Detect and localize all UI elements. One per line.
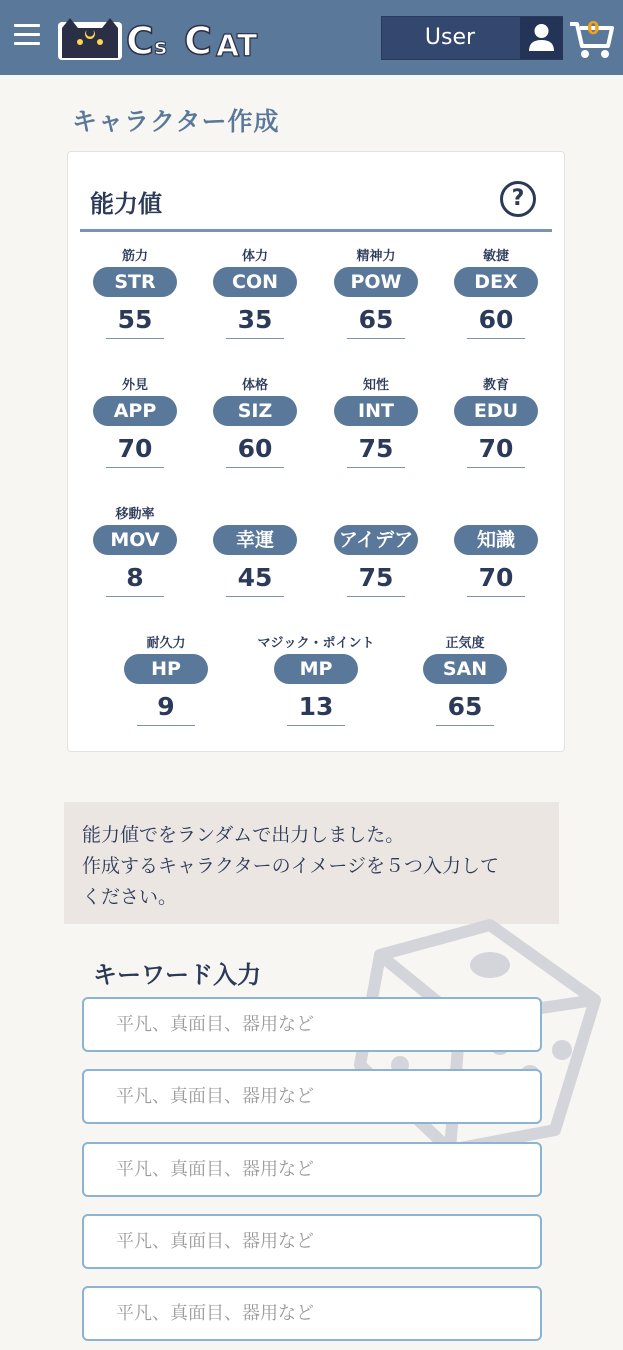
stat-key-badge: SAN <box>423 654 507 684</box>
stat-value[interactable]: 65 <box>436 690 494 726</box>
stat-jp-label: 教育 <box>482 378 509 393</box>
stat-con <box>210 249 300 339</box>
stat-hp <box>121 636 211 726</box>
stat-value[interactable]: 75 <box>347 432 405 468</box>
page-title: キャラクター作成 <box>72 107 280 136</box>
stat-key-badge: MOV <box>93 525 177 555</box>
stat-san <box>420 636 510 726</box>
cart-button[interactable] <box>568 18 616 62</box>
stat-value[interactable]: 70 <box>467 432 525 468</box>
stat-value[interactable]: 65 <box>347 303 405 339</box>
stat-knowledge <box>451 507 541 597</box>
abilities-card <box>67 151 565 752</box>
user-icon <box>520 17 563 59</box>
svg-text:C: C <box>126 19 154 62</box>
divider <box>80 229 552 232</box>
stat-key-badge: INT <box>334 396 418 426</box>
cs-cat-logo[interactable] <box>56 14 272 62</box>
stat-value[interactable]: 75 <box>347 561 405 597</box>
keyword-input-5[interactable] <box>82 1286 542 1341</box>
keyword-section-title: キーワード入力 <box>93 961 261 989</box>
stat-jp-label: 正気度 <box>445 636 485 651</box>
stat-jp-label: 筋力 <box>121 249 148 264</box>
stat-jp-label: 外見 <box>121 378 148 393</box>
stat-luck <box>210 507 300 597</box>
abilities-title: 能力値 <box>90 190 162 218</box>
stat-value[interactable]: 8 <box>106 561 164 597</box>
stat-jp-label: 知性 <box>362 378 389 393</box>
stat-siz <box>210 378 300 468</box>
user-label: User <box>424 25 476 50</box>
stat-value[interactable]: 13 <box>287 690 345 726</box>
user-button[interactable] <box>381 16 563 60</box>
stat-str <box>90 249 180 339</box>
stat-key-badge: 幸運 <box>213 525 297 555</box>
stat-key-badge: APP <box>93 396 177 426</box>
stat-jp-label: 精神力 <box>356 249 396 264</box>
stat-jp-label: 敏捷 <box>482 249 509 264</box>
stat-key-badge: EDU <box>454 396 538 426</box>
stat-value[interactable]: 55 <box>106 303 164 339</box>
stat-key-badge: SIZ <box>213 396 297 426</box>
info-message <box>64 802 559 924</box>
cart-count-badge: 0 <box>587 18 600 39</box>
svg-text:C: C <box>184 19 212 62</box>
stat-value[interactable]: 45 <box>226 561 284 597</box>
stat-key-badge: STR <box>93 267 177 297</box>
stat-edu <box>451 378 541 468</box>
stat-mov <box>90 507 180 597</box>
stat-jp-label: 体力 <box>241 249 268 264</box>
stat-key-badge: POW <box>334 267 418 297</box>
stat-key-badge: 知識 <box>454 525 538 555</box>
stat-value[interactable]: 70 <box>467 561 525 597</box>
keyword-input-4[interactable] <box>82 1214 542 1269</box>
info-line: 作成するキャラクターのイメージを５つ入力して <box>82 855 500 877</box>
svg-text:AT: AT <box>216 29 258 62</box>
stat-pow <box>331 249 421 339</box>
keyword-input-1[interactable] <box>82 997 542 1052</box>
stat-value[interactable]: 9 <box>137 690 195 726</box>
info-line: ください。 <box>82 886 178 908</box>
stat-key-badge: MP <box>274 654 358 684</box>
stat-key-badge: アイデア <box>334 525 418 555</box>
info-line: 能力値でをランダムで出力しました。 <box>82 824 405 846</box>
stat-dex <box>451 249 541 339</box>
stat-jp-label: 移動率 <box>115 507 155 522</box>
stat-jp-label: 耐久力 <box>146 636 186 651</box>
help-icon[interactable]: ? <box>500 181 536 217</box>
stat-int <box>331 378 421 468</box>
stat-key-badge: CON <box>213 267 297 297</box>
keyword-input-3[interactable] <box>82 1142 542 1197</box>
stat-mp <box>257 636 375 726</box>
stat-value[interactable]: 35 <box>226 303 284 339</box>
stat-value[interactable]: 60 <box>467 303 525 339</box>
svg-text:s: s <box>154 35 168 60</box>
app-header <box>0 0 623 75</box>
hamburger-menu-icon[interactable] <box>14 24 40 50</box>
keyword-input-2[interactable] <box>82 1069 542 1124</box>
stat-key-badge: HP <box>124 654 208 684</box>
stat-jp-label: 体格 <box>241 378 268 393</box>
stat-idea <box>331 507 421 597</box>
stat-app <box>90 378 180 468</box>
stat-value[interactable]: 70 <box>106 432 164 468</box>
stat-key-badge: DEX <box>454 267 538 297</box>
stat-jp-label: マジック・ポイント <box>257 636 375 651</box>
stat-value[interactable]: 60 <box>226 432 284 468</box>
